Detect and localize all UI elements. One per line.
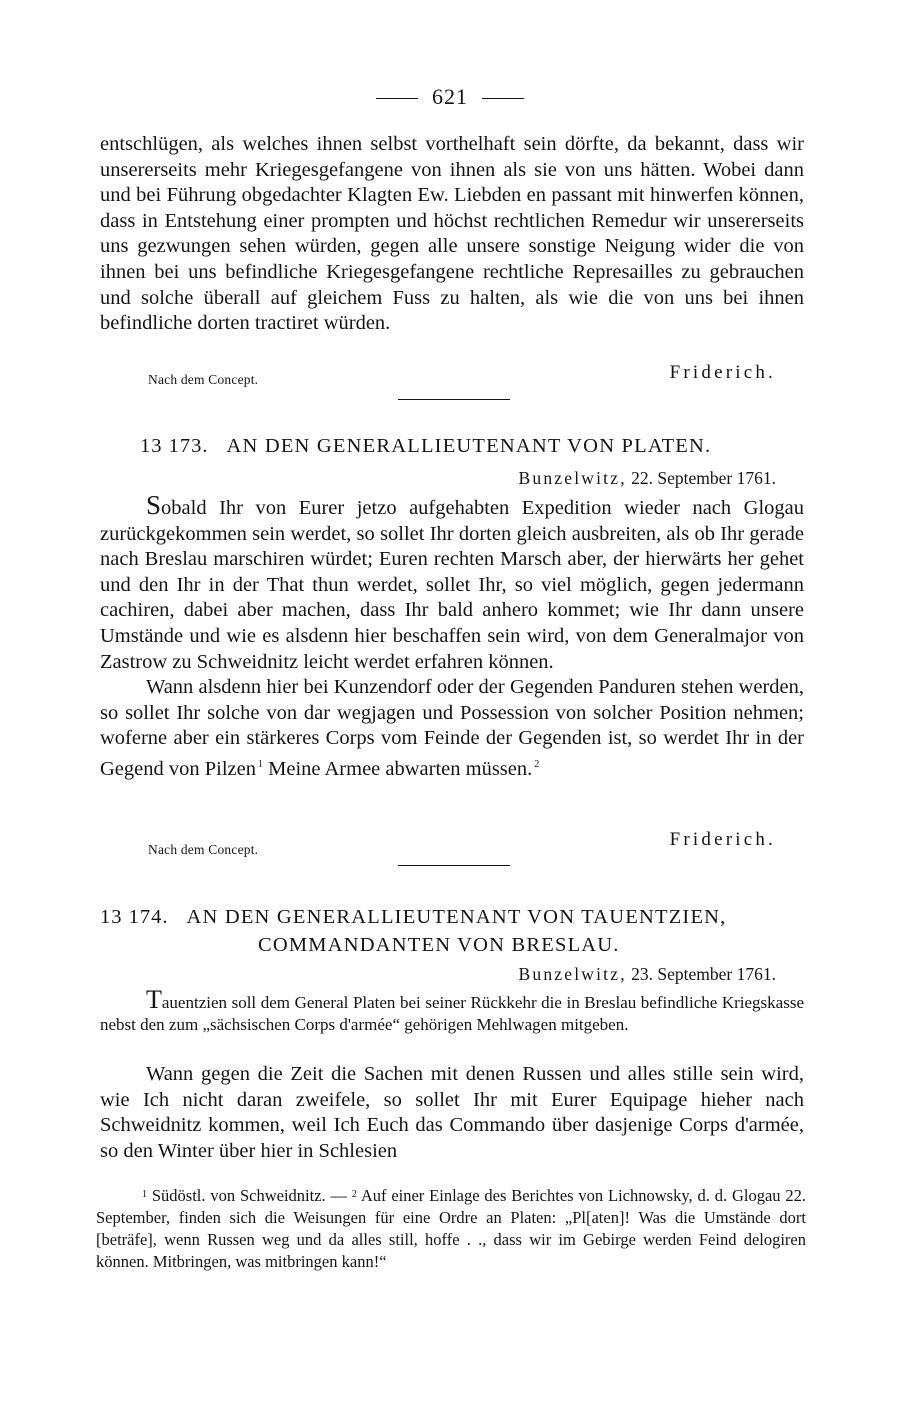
summary <box>100 985 804 1036</box>
paragraph <box>100 490 804 675</box>
dateline-place: Bunzelwitz, <box>518 468 627 488</box>
letter-title-line2: COMMANDANTEN VON BRESLAU. <box>258 934 620 956</box>
paragraph-text: Meine Armee abwarten müssen. <box>268 757 533 780</box>
dateline-date: 23. September 1761. <box>631 964 776 984</box>
signature: Friderich. <box>669 829 776 850</box>
letter-title: AN DEN GENERALLIEUTENANT VON PLATEN. <box>226 435 712 457</box>
paragraph <box>100 675 804 782</box>
letter-body-13173 <box>100 490 804 783</box>
dateline <box>519 468 777 489</box>
letter-number: 13 174. <box>100 906 169 928</box>
footnote-ref: 1 <box>258 758 263 770</box>
footnote-mark: 2 <box>351 1189 357 1200</box>
previous-letter-text <box>100 132 804 337</box>
page-number: 621 <box>432 84 468 109</box>
letter-body-13174 <box>100 1062 804 1164</box>
paragraph: Wann gegen die Zeit die Sachen mit denen Russen und alles stille sein wird, wie Ich nicht daran zweifele, so sollet Ihr mit Eurer Equipage hieher nach Schweidnitz kommen, weil Ich Euch das Commando über dasjenige Corps d'armée, so den Winter über hier in Schlesien <box>100 1063 804 1162</box>
paragraph-text: obald Ihr von Eurer jetzo aufgehabten Expedition wieder nach Glogau zurückgekommen sein werdet, so sollet Ihr dorten gleich ausbreiten, als ob Ihr gerade nach Breslau marschiren würdet; Euren rechten Marsch aber, der hierwärts her gehet und den Ihr in der That thun werdet, sollet Ihr, so viel möglich, gegen jedermann cachiren, dabei aber machen, dass Ihr bald anhero kommet; wie Ihr dann unsere Umstände und wie es alsdenn hier beschaffen sein wird, von dem Generalmajor von Zastrow zu Schweidnitz leicht werdet erfahren können. <box>100 497 804 673</box>
paragraph-text: Wann alsdenn hier bei Kunzendorf oder der Gegenden Panduren stehen werden, so sollet Ihr solche von dar wegjagen und Possession von solcher Position nehmen; woferne aber ein stärkeres Corps vom Feinde der Gegenden ist, so werdet Ihr in der Gegend von Pilzen <box>100 676 804 780</box>
header-dash-left <box>376 98 418 99</box>
footnote-text: Auf einer Einlage des Berichtes von Lichnowsky, d. d. Glogau 22. September, finden sich die Weisungen für eine Ordre an Platen: „Pl[aten]! Was die Umstände dort [beträfe], wenn Russen weg und da alles still, hoffe . ., dass wir im Gebirge werden Feind delogiren können. Mitbringen, was mitbringen kann!“ <box>96 1186 806 1271</box>
header-dash-right <box>482 98 524 99</box>
footnote-mark: 1 <box>142 1189 147 1200</box>
footnote-ref: 2 <box>534 758 540 770</box>
letter-heading-13173 <box>140 435 711 458</box>
summary-text: auentzien soll dem General Platen bei seiner Rückkehr die in Breslau befindliche Kriegskasse nebst den zum „sächsischen Corps d'armée“ gehörigen Mehlwagen mitgeben. <box>100 993 804 1034</box>
section-divider <box>398 865 510 866</box>
signature: Friderich. <box>669 362 776 383</box>
letter-number: 13 173. <box>140 435 209 457</box>
footnotes <box>96 1184 806 1273</box>
dateline-date: 22. September 1761. <box>631 468 776 488</box>
footnote-text: Südöstl. von Schweidnitz. — <box>151 1186 347 1205</box>
initial-letter: S <box>146 490 162 520</box>
letter-heading-13174 <box>100 906 727 929</box>
source-note: Nach dem Concept. <box>148 372 259 387</box>
letter-title-line1: AN DEN GENERALLIEUTENANT VON TAUENTZIEN, <box>186 906 727 928</box>
paragraph: entschlügen, als welches ihnen selbst vorthelhaft sein dörfte, da bekannt, dass wir unsererseits mehr Kriegesgefangene von ihnen als sie von uns hätten. Wobei dann und bei Führung obgedachter Klagten Ew. Liebden en passant mit hinwerfen können, dass in Entstehung einer prompten und höchst rechtlichen Remedur wir unsererseits uns gezwungen sehen würden, gegen alle unsere sonstige Neigung wider die von ihnen bei uns befindliche Kriegesgefangene rechtliche Represailles zu gebrauchen und solche überall auf gleichem Fuss zu halten, als wie die von uns bei ihnen befindliche dorten tractiret würden. <box>100 133 804 335</box>
dateline-place: Bunzelwitz, <box>518 964 627 984</box>
letter-summary-13174 <box>100 985 804 1036</box>
initial-letter: T <box>146 985 162 1014</box>
dateline <box>519 964 777 985</box>
source-note: Nach dem Concept. <box>148 842 259 857</box>
page-header <box>0 84 900 110</box>
section-divider <box>398 399 510 400</box>
